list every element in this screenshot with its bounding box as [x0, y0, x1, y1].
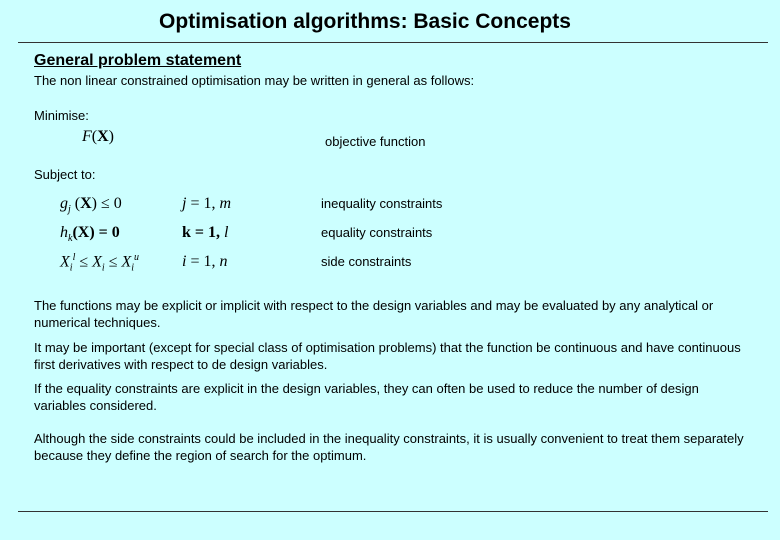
- minimise-label: Minimise:: [34, 108, 89, 123]
- bottom-divider: [18, 511, 768, 512]
- subject-to-label: Subject to:: [34, 167, 96, 182]
- objective-function-label: objective function: [325, 134, 426, 149]
- paragraph-explicit-implicit: The functions may be explicit or implicit with respect to the design variables and may be evaluated by any analytical or numerical techniques.: [34, 298, 714, 330]
- intro-text: The non linear constrained optimisation may be written in general as follows:: [34, 73, 475, 88]
- side-constraint-formula: $X_i^l \le X_i \le X_i^u$: [60, 252, 140, 274]
- page-title: Optimisation algorithms: Basic Concepts: [159, 10, 571, 33]
- objective-function-formula: F(X): [82, 128, 114, 145]
- side-constraint-label: side constraints: [321, 254, 412, 269]
- top-divider: [18, 42, 768, 43]
- inequality-constraint-label: inequality constraints: [321, 196, 443, 211]
- paragraph-equality-constraints: If the equality constraints are explicit in the design variables, they can often be used to reduce the number of design variables considered.: [34, 381, 699, 413]
- side-constraint-range: i = 1, n: [182, 253, 228, 270]
- section-heading: General problem statement: [34, 52, 242, 69]
- equality-constraint-label: equality constraints: [321, 225, 433, 240]
- paragraph-side-constraints: Although the side constraints could be included in the inequality constraints, it is usually convenient to treat them separately because they define the region of search for the optimum.: [34, 431, 744, 463]
- paragraph-continuity: It may be important (except for special class of optimisation problems) that the function be continuous and have continuous first derivatives with respect to de design variables.: [34, 340, 741, 372]
- inequality-constraint-formula: $g_j$ (X) ≤ 0: [60, 195, 122, 216]
- equality-constraint-range: k = 1, l: [182, 224, 229, 241]
- equality-constraint-formula: $h_k(X) = 0$: [60, 224, 120, 245]
- inequality-constraint-range: j = 1, m: [182, 195, 232, 212]
